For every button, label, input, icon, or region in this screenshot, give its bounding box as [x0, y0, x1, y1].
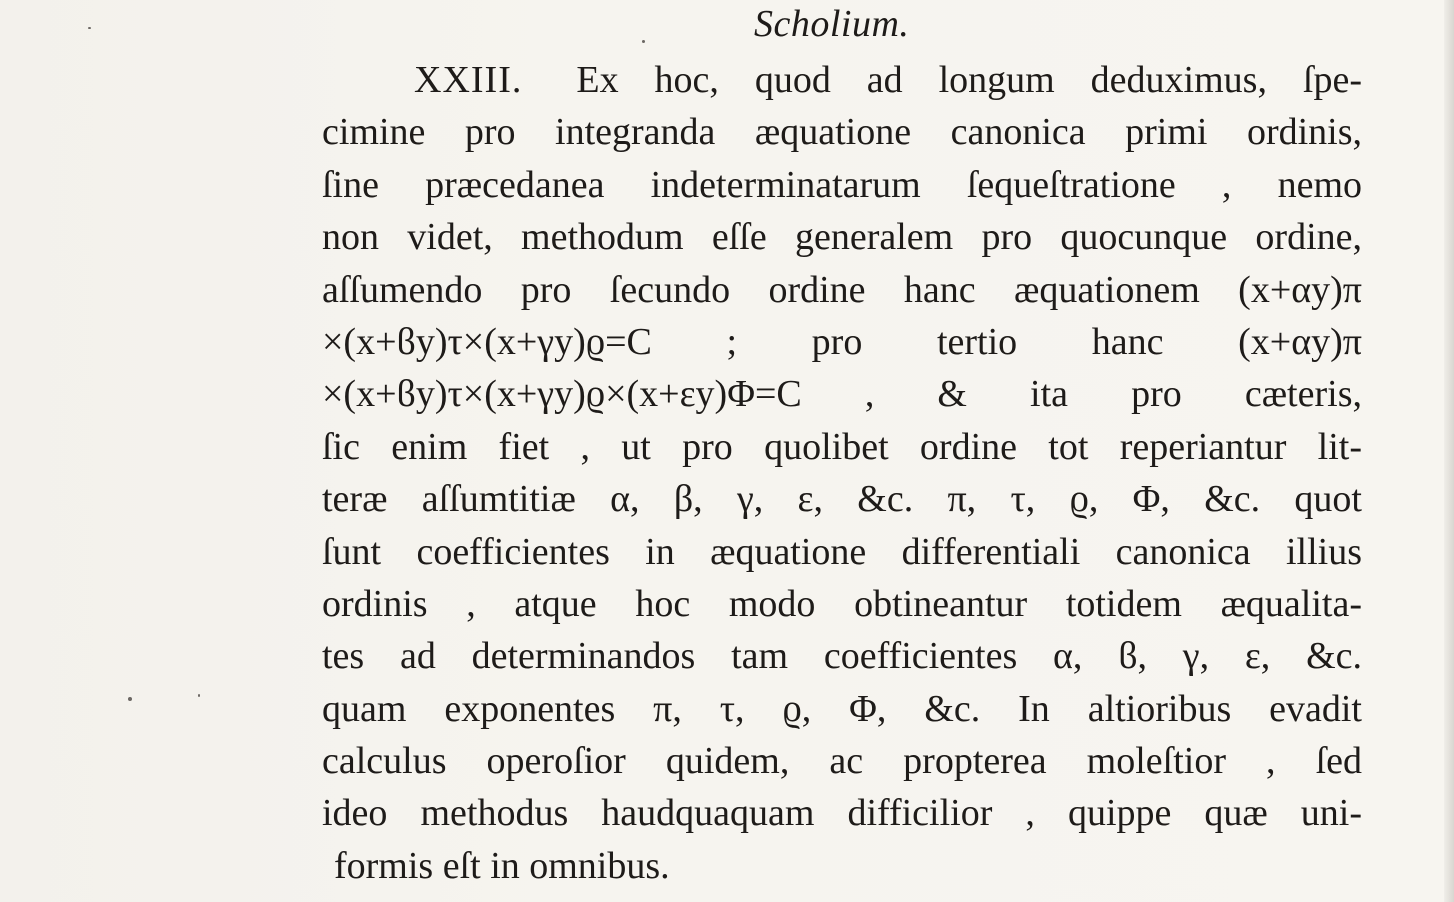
- paper-speck: [198, 694, 200, 697]
- text-line: [322, 578, 1362, 630]
- line-text: ideo methodus haudquaquam difficilior , quippe quæ uni-: [322, 792, 1362, 835]
- text-line: [322, 630, 1362, 682]
- text-line: [322, 54, 1362, 106]
- line-text: calculus operoſior quidem, ac propterea moleſtior , ſed: [322, 740, 1362, 783]
- text-line: [322, 526, 1362, 578]
- line-text: ſine præcedanea indeterminatarum ſequeſtratione , nemo: [322, 163, 1362, 206]
- line-text: Ex hoc, quod ad longum deduximus, ſpe-: [576, 59, 1362, 101]
- line-text: ×(x+ϐy)τ×(x+γy)ϱ×(x+εy)Φ=C , & ita pro cæteris,: [322, 373, 1362, 416]
- line-text: quam exponentes π, τ, ϱ, Φ, &c. In altioribus evadit: [322, 687, 1362, 730]
- text-line: [322, 316, 1362, 368]
- line-text: ordinis , atque hoc modo obtineantur totidem æqualita-: [322, 582, 1362, 625]
- line-text: formis eſt in omnibus.: [334, 844, 670, 887]
- text-line: [322, 840, 1362, 892]
- text-line: [322, 159, 1362, 211]
- line-text: cimine pro integranda æquatione canonica primi ordinis,: [322, 111, 1362, 154]
- text-line: [322, 211, 1362, 263]
- section-number: XXIII.: [414, 59, 523, 101]
- text-line: [322, 421, 1362, 473]
- paper-speck: [642, 40, 645, 43]
- scholium-heading: Scholium.: [754, 3, 910, 45]
- paper-speck: [88, 27, 91, 29]
- line-text: tes ad determinandos tam coefficientes α, ϐ, γ, ε, &c.: [322, 635, 1362, 678]
- paragraph-xxiii: [322, 54, 1362, 892]
- page-gutter-shadow: [1444, 0, 1454, 902]
- line-text: non videt, methodum eſſe generalem pro quocunque ordine,: [322, 216, 1362, 259]
- line-text: ſic enim fiet , ut pro quolibet ordine tot reperiantur lit-: [322, 425, 1362, 468]
- text-line: [322, 106, 1362, 158]
- text-line: [322, 264, 1362, 316]
- paper-speck: [128, 697, 132, 701]
- text-line: [322, 735, 1362, 787]
- text-line: [322, 683, 1362, 735]
- line-text: teræ aſſumtitiæ α, β, γ, ε, &c. π, τ, ϱ, Φ, &c. quot: [322, 478, 1362, 521]
- text-line: [322, 473, 1362, 525]
- text-line: [322, 787, 1362, 839]
- line-text: aſſumendo pro ſecundo ordine hanc æquationem (x+αy)π: [322, 268, 1362, 311]
- line-text: ſunt coefficientes in æquatione differentiali canonica illius: [322, 530, 1362, 573]
- line-text: ×(x+ϐy)τ×(x+γy)ϱ=C ; pro tertio hanc (x+αy)π: [322, 320, 1362, 363]
- text-line: [322, 368, 1362, 420]
